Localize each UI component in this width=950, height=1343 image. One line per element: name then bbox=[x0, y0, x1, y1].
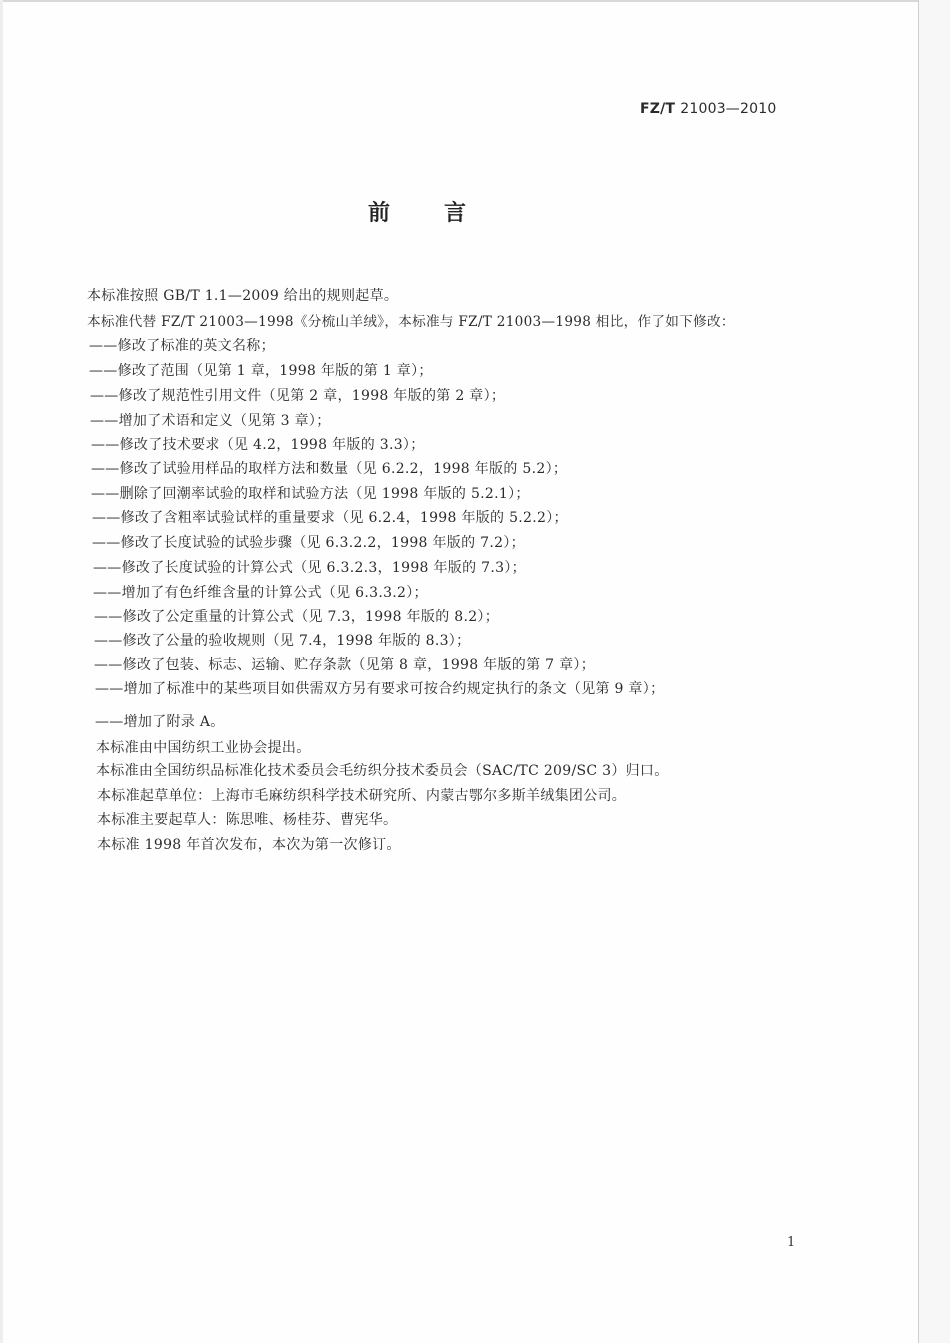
list-item: ——删除了回潮率试验的取样和试验方法（见 1998 年版的 5.2.1）； bbox=[91, 486, 530, 502]
list-item: ——修改了包装、标志、运输、贮存条款（见第 8 章，1998 年版的第 7 章）； bbox=[94, 657, 595, 673]
scan-edge-top bbox=[0, 0, 950, 2]
list-item: ——增加了术语和定义（见第 3 章）； bbox=[90, 413, 331, 429]
paragraph-replacement: 本标准代替 FZ/T 21003—1998《分梳山羊绒》，本标准与 FZ/T 21003—1998 相比，作了如下修改： bbox=[87, 314, 735, 330]
standard-number: 21003—2010 bbox=[680, 101, 777, 117]
scan-edge-left bbox=[0, 0, 3, 1343]
paragraph-proposer: 本标准由中国纺织工业协会提出。 bbox=[96, 740, 311, 756]
list-item: ——修改了长度试验的计算公式（见 6.3.2.3，1998 年版的 7.3）； bbox=[93, 560, 526, 576]
list-item: ——修改了范围（见第 1 章，1998 年版的第 1 章）； bbox=[89, 363, 433, 379]
standard-code bbox=[640, 101, 776, 117]
standard-prefix: FZ/T bbox=[640, 101, 676, 117]
list-item: ——修改了公量的验收规则（见 7.4，1998 年版的 8.3）； bbox=[94, 633, 471, 649]
page-number: 1 bbox=[787, 1235, 796, 1250]
list-item: ——增加了有色纤维含量的计算公式（见 6.3.3.2）； bbox=[93, 585, 428, 601]
list-item: ——修改了长度试验的试验步骤（见 6.3.2.2，1998 年版的 7.2）； bbox=[92, 535, 525, 551]
paragraph-history: 本标准 1998 年首次发布，本次为第一次修订。 bbox=[97, 837, 401, 853]
list-item: ——修改了公定重量的计算公式（见 7.3，1998 年版的 8.2）； bbox=[94, 609, 500, 625]
page-title: 前言 bbox=[368, 201, 521, 226]
scan-margin-right bbox=[919, 0, 950, 1343]
paragraph-drafters: 本标准主要起草人：陈思唯、杨桂芬、曹宪华。 bbox=[97, 812, 398, 828]
list-item: ——修改了试验用样品的取样方法和数量（见 6.2.2，1998 年版的 5.2）； bbox=[91, 461, 568, 477]
list-item: ——增加了标准中的某些项目如供需双方另有要求可按合约规定执行的条文（见第 9 章）； bbox=[95, 681, 665, 697]
paragraph-drafting-rule: 本标准按照 GB/T 1.1—2009 给出的规则起草。 bbox=[87, 288, 399, 304]
list-item: ——修改了标准的英文名称； bbox=[89, 338, 275, 354]
list-item: ——修改了技术要求（见 4.2，1998 年版的 3.3）； bbox=[91, 437, 425, 453]
list-item: ——增加了附录 A。 bbox=[95, 714, 225, 730]
paragraph-drafting-units: 本标准起草单位：上海市毛麻纺织科学技术研究所、内蒙古鄂尔多斯羊绒集团公司。 bbox=[97, 788, 627, 804]
list-item: ——修改了规范性引用文件（见第 2 章，1998 年版的第 2 章）； bbox=[90, 388, 506, 404]
scan-edge-right bbox=[918, 0, 919, 1343]
paragraph-committee: 本标准由全国纺织品标准化技术委员会毛纺织分技术委员会（SAC/TC 209/SC 3）归口。 bbox=[96, 763, 669, 779]
list-item: ——修改了含粗率试验试样的重量要求（见 6.2.4，1998 年版的 5.2.2）； bbox=[92, 510, 568, 526]
